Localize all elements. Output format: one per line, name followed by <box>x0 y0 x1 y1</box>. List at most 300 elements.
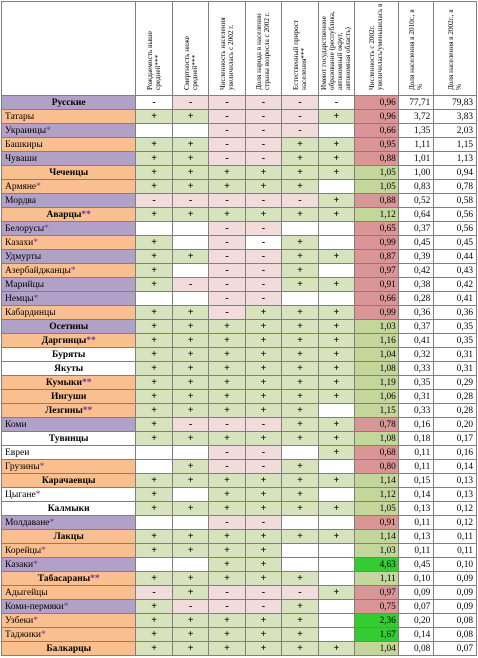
indicator-cell: + <box>136 264 172 278</box>
indicator-cell: - <box>209 446 245 460</box>
share-2010-cell: 0,39 <box>398 250 433 264</box>
header-share-2002: Доля населения в 2002г., в % <box>434 2 477 96</box>
change-ratio-cell: 0,99 <box>355 306 399 320</box>
change-ratio-cell: 4,63 <box>355 558 399 572</box>
indicator-cell: + <box>209 642 245 656</box>
table-row <box>2 516 477 530</box>
indicator-cell: + <box>136 642 172 656</box>
header-mortality: Смертность ниже средней*** <box>172 2 208 96</box>
ethnic-groups-table <box>1 1 477 656</box>
share-2002-cell: 0,12 <box>434 502 477 516</box>
indicator-cell: + <box>172 628 208 642</box>
indicator-cell: - <box>209 460 245 474</box>
indicator-cell <box>172 264 208 278</box>
ethnic-group-label: Чеченцы <box>49 167 89 178</box>
ethnic-group-name <box>2 418 136 432</box>
share-2010-cell: 0,18 <box>398 432 433 446</box>
indicator-cell: + <box>318 446 354 460</box>
share-2002-cell: 0,28 <box>434 404 477 418</box>
indicator-cell: - <box>209 264 245 278</box>
change-ratio-cell: 1,14 <box>355 474 399 488</box>
share-2010-cell: 3,72 <box>398 110 433 124</box>
indicator-cell <box>136 446 172 460</box>
indicator-cell: + <box>136 278 172 292</box>
change-ratio-cell: 1,05 <box>355 180 399 194</box>
indicator-cell <box>172 516 208 530</box>
indicator-cell: - <box>245 418 281 432</box>
indicator-cell: + <box>209 628 245 642</box>
ethnic-group-label: Лезгины <box>45 405 83 416</box>
indicator-cell <box>318 544 354 558</box>
indicator-cell: + <box>136 544 172 558</box>
indicator-cell: + <box>209 390 245 404</box>
indicator-cell <box>318 558 354 572</box>
indicator-cell: - <box>282 124 318 138</box>
table-row <box>2 502 477 516</box>
footnote-marker: ** <box>82 405 93 416</box>
indicator-cell <box>318 614 354 628</box>
indicator-cell: + <box>136 404 172 418</box>
indicator-cell: + <box>172 642 208 656</box>
indicator-cell: + <box>172 502 208 516</box>
ethnic-group-name <box>2 460 136 474</box>
ethnic-group-name <box>2 558 136 572</box>
footnote-marker: * <box>63 601 69 612</box>
share-2002-cell: 0,42 <box>434 278 477 292</box>
share-2010-cell: 0,32 <box>398 348 433 362</box>
ethnic-group-label: Мордва <box>5 195 36 206</box>
indicator-cell: + <box>245 166 281 180</box>
ethnic-group-name <box>2 446 136 460</box>
share-2002-cell: 0,31 <box>434 348 477 362</box>
indicator-cell <box>172 488 208 502</box>
indicator-cell: + <box>245 348 281 362</box>
share-2002-cell: 0,13 <box>434 488 477 502</box>
ethnic-group-name <box>2 96 136 110</box>
table-row <box>2 194 477 208</box>
indicator-cell: + <box>136 502 172 516</box>
indicator-cell: + <box>172 460 208 474</box>
indicator-cell <box>318 264 354 278</box>
share-2010-cell: 0,11 <box>398 460 433 474</box>
indicator-cell: + <box>245 572 281 586</box>
ethnic-group-name <box>2 138 136 152</box>
share-2002-cell: 0,43 <box>434 264 477 278</box>
indicator-cell: + <box>282 250 318 264</box>
share-2002-cell: 0,08 <box>434 628 477 642</box>
ethnic-group-label: Коми-пермяки <box>5 601 64 612</box>
indicator-cell: + <box>318 306 354 320</box>
table-row <box>2 124 477 138</box>
indicator-cell: + <box>172 614 208 628</box>
indicator-cell: + <box>136 250 172 264</box>
change-ratio-cell: 2,36 <box>355 614 399 628</box>
indicator-cell: - <box>245 250 281 264</box>
indicator-cell <box>172 292 208 306</box>
ethnic-group-label: Татары <box>5 111 35 122</box>
change-ratio-cell: 0,68 <box>355 446 399 460</box>
ethnic-group-label: Казахи <box>5 237 34 248</box>
indicator-cell: - <box>209 96 245 110</box>
table-body <box>2 96 477 656</box>
ethnic-group-label: Чуваши <box>5 153 37 164</box>
indicator-cell: - <box>209 236 245 250</box>
indicator-cell: - <box>282 110 318 124</box>
indicator-cell: + <box>282 180 318 194</box>
ethnic-group-label: Грузины <box>5 461 40 472</box>
indicator-cell: + <box>282 390 318 404</box>
ethnic-group-name <box>2 362 136 376</box>
ethnic-group-label: Карачаевцы <box>41 475 96 486</box>
table-row <box>2 306 477 320</box>
indicator-cell: - <box>282 96 318 110</box>
change-ratio-cell: 0,88 <box>355 194 399 208</box>
change-ratio-cell: 0,88 <box>355 152 399 166</box>
share-2010-cell: 0,28 <box>398 292 433 306</box>
indicator-cell: + <box>172 530 208 544</box>
ethnic-group-label: Казаки <box>5 559 34 570</box>
change-ratio-cell: 1,03 <box>355 544 399 558</box>
ethnic-group-name <box>2 600 136 614</box>
indicator-cell: + <box>282 320 318 334</box>
indicator-cell <box>318 292 354 306</box>
share-2002-cell: 0,56 <box>434 208 477 222</box>
table-row <box>2 418 477 432</box>
table-row <box>2 544 477 558</box>
indicator-cell <box>282 558 318 572</box>
indicator-cell: + <box>136 474 172 488</box>
table-row <box>2 614 477 628</box>
indicator-cell: - <box>209 586 245 600</box>
change-ratio-cell: 0,96 <box>355 110 399 124</box>
indicator-cell: - <box>245 152 281 166</box>
indicator-cell: + <box>318 376 354 390</box>
ethnic-group-label: Узбеки <box>5 615 34 626</box>
indicator-cell <box>282 222 318 236</box>
share-2010-cell: 0,41 <box>398 334 433 348</box>
indicator-cell: + <box>318 348 354 362</box>
ethnic-group-name <box>2 110 136 124</box>
share-2010-cell: 0,11 <box>398 446 433 460</box>
ethnic-group-label: Белорусы <box>5 223 45 234</box>
indicator-cell: + <box>245 642 281 656</box>
indicator-cell: + <box>282 166 318 180</box>
indicator-cell: - <box>245 460 281 474</box>
indicator-cell: + <box>136 208 172 222</box>
indicator-cell: - <box>245 516 281 530</box>
share-2002-cell: 0,31 <box>434 362 477 376</box>
indicator-cell: - <box>172 278 208 292</box>
indicator-cell: + <box>136 418 172 432</box>
ethnic-group-label: Табасараны <box>37 573 91 584</box>
table-row <box>2 152 477 166</box>
indicator-cell <box>136 558 172 572</box>
indicator-cell <box>318 572 354 586</box>
indicator-cell: + <box>245 614 281 628</box>
indicator-cell: - <box>245 138 281 152</box>
share-2010-cell: 0,16 <box>398 418 433 432</box>
indicator-cell: + <box>136 180 172 194</box>
indicator-cell: + <box>245 390 281 404</box>
table-row <box>2 474 477 488</box>
indicator-cell: + <box>136 488 172 502</box>
indicator-cell: + <box>282 572 318 586</box>
indicator-cell: + <box>318 642 354 656</box>
share-2010-cell: 0,45 <box>398 236 433 250</box>
indicator-cell: + <box>282 502 318 516</box>
indicator-cell: + <box>209 544 245 558</box>
indicator-cell: - <box>245 264 281 278</box>
ethnic-group-name <box>2 166 136 180</box>
ethnic-group-label: Армяне <box>5 181 37 192</box>
footnote-marker: * <box>70 265 76 276</box>
change-ratio-cell: 1,08 <box>355 362 399 376</box>
indicator-cell: - <box>209 194 245 208</box>
indicator-cell: + <box>245 628 281 642</box>
header-change-ratio: Численность с 2002г. увеличилась/уменьшилась в <box>355 2 399 96</box>
indicator-cell: - <box>245 222 281 236</box>
ethnic-group-name <box>2 502 136 516</box>
indicator-cell: + <box>318 278 354 292</box>
indicator-cell: - <box>136 194 172 208</box>
share-2010-cell: 0,10 <box>398 572 433 586</box>
indicator-cell: - <box>209 292 245 306</box>
share-2010-cell: 0,31 <box>398 390 433 404</box>
indicator-cell: + <box>136 110 172 124</box>
indicator-cell: + <box>318 334 354 348</box>
indicator-cell: - <box>209 152 245 166</box>
share-2002-cell: 0,35 <box>434 334 477 348</box>
header-share-2010: Доля населения в 2010г., в % <box>398 2 433 96</box>
indicator-cell: + <box>282 348 318 362</box>
indicator-cell: + <box>318 362 354 376</box>
ethnic-group-label: Кумыки <box>45 377 82 388</box>
share-2002-cell: 0,11 <box>434 530 477 544</box>
change-ratio-cell: 1,15 <box>355 404 399 418</box>
share-2010-cell: 0,33 <box>398 404 433 418</box>
indicator-cell: - <box>209 278 245 292</box>
ethnic-group-name <box>2 124 136 138</box>
ethnic-group-label: Буряты <box>52 349 86 360</box>
ethnic-group-label: Евреи <box>5 447 30 458</box>
change-ratio-cell: 0,95 <box>355 138 399 152</box>
indicator-cell: - <box>245 586 281 600</box>
share-2002-cell: 0,78 <box>434 180 477 194</box>
indicator-cell: - <box>245 96 281 110</box>
share-2010-cell: 0,37 <box>398 222 433 236</box>
indicator-cell: + <box>318 152 354 166</box>
indicator-cell <box>136 292 172 306</box>
share-2010-cell: 0,13 <box>398 502 433 516</box>
ethnic-group-label: Калмыки <box>47 503 90 514</box>
indicator-cell: - <box>245 110 281 124</box>
indicator-cell: - <box>209 222 245 236</box>
indicator-cell: + <box>136 362 172 376</box>
change-ratio-cell: 1,12 <box>355 208 399 222</box>
indicator-cell: + <box>245 544 281 558</box>
share-2002-cell: 2,03 <box>434 124 477 138</box>
indicator-cell: + <box>172 390 208 404</box>
indicator-cell: - <box>245 446 281 460</box>
ethnic-group-name <box>2 488 136 502</box>
header-share-growth: Доля народа в населении страны возросла с 2002 г. <box>245 2 281 96</box>
ethnic-group-name <box>2 292 136 306</box>
indicator-cell: + <box>282 306 318 320</box>
indicator-cell: + <box>282 488 318 502</box>
change-ratio-cell: 0,97 <box>355 586 399 600</box>
table-row <box>2 572 477 586</box>
share-2002-cell: 0,08 <box>434 614 477 628</box>
table-row <box>2 432 477 446</box>
indicator-cell: + <box>245 376 281 390</box>
ethnic-group-label: Осетины <box>49 321 89 332</box>
indicator-cell: + <box>245 320 281 334</box>
share-2002-cell: 0,94 <box>434 166 477 180</box>
share-2010-cell: 1,01 <box>398 152 433 166</box>
indicator-cell: - <box>209 124 245 138</box>
indicator-cell <box>136 222 172 236</box>
indicator-cell: - <box>172 96 208 110</box>
indicator-cell: - <box>136 586 172 600</box>
share-2002-cell: 0,17 <box>434 432 477 446</box>
share-2002-cell: 0,28 <box>434 390 477 404</box>
ethnic-group-name <box>2 348 136 362</box>
indicator-cell: + <box>136 306 172 320</box>
indicator-cell: + <box>172 474 208 488</box>
footnote-marker: * <box>33 559 38 570</box>
share-2002-cell: 0,29 <box>434 376 477 390</box>
ethnic-group-label: Аварцы <box>46 209 82 220</box>
footnote-marker: * <box>40 629 46 640</box>
indicator-cell <box>282 292 318 306</box>
footnote-marker: * <box>33 615 39 626</box>
indicator-cell: + <box>282 642 318 656</box>
ethnic-group-name <box>2 614 136 628</box>
indicator-cell: - <box>245 600 281 614</box>
share-2002-cell: 0,11 <box>434 544 477 558</box>
indicator-cell <box>318 222 354 236</box>
indicator-cell: + <box>209 180 245 194</box>
table-row <box>2 530 477 544</box>
change-ratio-cell: 1,11 <box>355 572 399 586</box>
table-row <box>2 628 477 642</box>
indicator-cell: + <box>172 404 208 418</box>
indicator-cell: + <box>245 558 281 572</box>
ethnic-group-name <box>2 390 136 404</box>
indicator-cell: + <box>282 362 318 376</box>
indicator-cell: + <box>136 320 172 334</box>
ethnic-group-name <box>2 320 136 334</box>
ethnic-group-name <box>2 530 136 544</box>
indicator-cell: + <box>318 138 354 152</box>
table-row <box>2 334 477 348</box>
indicator-cell <box>318 404 354 418</box>
change-ratio-cell: 1,08 <box>355 432 399 446</box>
indicator-cell: + <box>172 110 208 124</box>
ethnic-group-label: Коми <box>5 419 27 430</box>
ethnic-group-name <box>2 264 136 278</box>
indicator-cell: + <box>136 390 172 404</box>
indicator-cell <box>318 460 354 474</box>
table-row <box>2 390 477 404</box>
indicator-cell: + <box>209 166 245 180</box>
share-2010-cell: 0,08 <box>398 642 433 656</box>
ethnic-group-label: Якуты <box>54 363 84 374</box>
table-row <box>2 376 477 390</box>
change-ratio-cell: 1,06 <box>355 390 399 404</box>
indicator-cell: - <box>318 96 354 110</box>
indicator-cell: + <box>282 418 318 432</box>
indicator-cell <box>318 124 354 138</box>
table-row <box>2 642 477 656</box>
share-2002-cell: 0,07 <box>434 642 477 656</box>
share-2010-cell: 77,71 <box>398 96 433 110</box>
change-ratio-cell: 0,80 <box>355 460 399 474</box>
indicator-cell <box>318 516 354 530</box>
share-2002-cell: 0,58 <box>434 194 477 208</box>
indicator-cell: - <box>136 96 172 110</box>
table-row <box>2 96 477 110</box>
indicator-cell: + <box>282 138 318 152</box>
indicator-cell: - <box>209 600 245 614</box>
indicator-cell: + <box>136 152 172 166</box>
table-row <box>2 278 477 292</box>
change-ratio-cell: 0,66 <box>355 292 399 306</box>
indicator-cell: + <box>209 376 245 390</box>
indicator-cell: + <box>209 572 245 586</box>
indicator-cell: + <box>172 334 208 348</box>
indicator-cell: - <box>172 600 208 614</box>
share-2010-cell: 0,14 <box>398 488 433 502</box>
indicator-cell: + <box>318 194 354 208</box>
share-2002-cell: 0,12 <box>434 516 477 530</box>
indicator-cell <box>282 544 318 558</box>
change-ratio-cell: 1,04 <box>355 348 399 362</box>
table-row <box>2 404 477 418</box>
indicator-cell: + <box>172 432 208 446</box>
indicator-cell <box>318 488 354 502</box>
indicator-cell: - <box>245 124 281 138</box>
table-row <box>2 600 477 614</box>
header-natural-growth: Естественный прирост населения*** <box>282 2 318 96</box>
change-ratio-cell: 0,91 <box>355 516 399 530</box>
indicator-cell: + <box>318 208 354 222</box>
indicator-cell: + <box>318 586 354 600</box>
ethnic-group-label: Цыгане <box>5 489 36 500</box>
indicator-cell: + <box>136 572 172 586</box>
indicator-cell: + <box>172 376 208 390</box>
indicator-cell: + <box>209 404 245 418</box>
share-2010-cell: 0,37 <box>398 320 433 334</box>
indicator-cell: + <box>318 166 354 180</box>
change-ratio-cell: 0,99 <box>355 236 399 250</box>
indicator-cell: + <box>172 152 208 166</box>
indicator-cell: + <box>172 586 208 600</box>
indicator-cell: - <box>209 138 245 152</box>
indicator-cell: + <box>282 334 318 348</box>
footnote-marker: * <box>33 237 38 248</box>
footnote-marker: * <box>49 517 55 528</box>
ethnic-group-label: Корейцы <box>5 545 42 556</box>
share-2002-cell: 0,10 <box>434 558 477 572</box>
footnote-marker: ** <box>86 335 96 346</box>
indicator-cell: + <box>245 432 281 446</box>
indicator-cell: + <box>172 208 208 222</box>
indicator-cell: + <box>136 432 172 446</box>
table-row <box>2 264 477 278</box>
ethnic-group-name <box>2 250 136 264</box>
table-row <box>2 362 477 376</box>
